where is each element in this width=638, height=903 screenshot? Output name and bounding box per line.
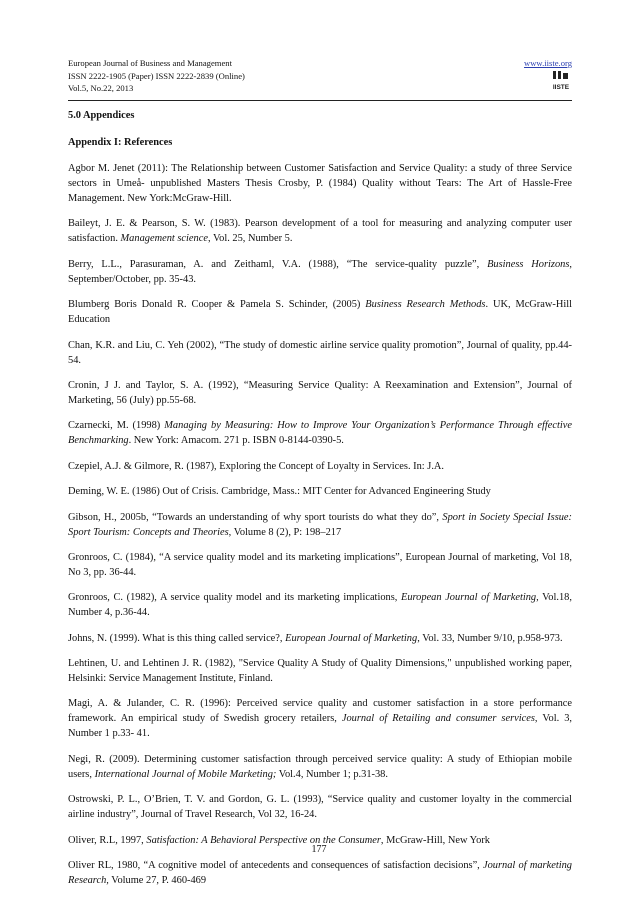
reference-italic-text: European Journal of Marketing (285, 632, 418, 644)
reference-text: Gibson, H., 2005b, “Towards an understanding of why sport tourists do what they do”, (68, 511, 443, 523)
reference-text: , McGraw-Hill, New York (380, 834, 490, 846)
journal-url-link[interactable]: www.iiste.org (524, 58, 572, 68)
reference-italic-text: Management science (120, 233, 208, 245)
reference-text: Vol.18, Number 4, p.36-44. (68, 592, 572, 619)
reference-italic-text: Business Research Methods (365, 299, 486, 311)
reference-text: Czarnecki, M. (1998) (68, 420, 165, 432)
reference-entry (68, 510, 572, 540)
reference-text: , Vol. 25, Number 5. (207, 233, 293, 245)
reference-text: , Vol. 3, Number 1 p.33- 41. (68, 713, 572, 740)
reference-text: Berry, L.L., Parasuraman, A. and Zeithaml, V.A. (1988), “The service-quality puzzle”, (68, 258, 488, 270)
reference-entry (68, 297, 572, 327)
reference-text: Deming, W. E. (1986) Out of Crisis. Cambridge, Mass.: MIT Center for Advanced Engineering Study (68, 486, 491, 498)
reference-text: Czepiel, A.J. & Gilmore, R. (1987), Exploring the Concept of Loyalty in Services. In: J.A. (68, 460, 445, 472)
reference-italic-text: Managing by Measuring: How to Improve Your Organization’s Performance Through effective Benchmarking (68, 420, 573, 447)
reference-text: Gronroos, C. (1984), “A service quality model and its marketing implications”, European Journal of marketing, Vol 18, No 3, pp. 36-44. (68, 551, 572, 578)
reference-entry (68, 590, 572, 620)
reference-text: Cronin, J J. and Taylor, S. A. (1992), “Measuring Service Quality: A Reexamination and Extension”, Journal of Marketing, 56 (July) pp.55-68. (68, 379, 572, 406)
journal-volume: Vol.5, No.22, 2013 (68, 83, 134, 94)
reference-entry (68, 631, 572, 646)
logo-text: IISTE (552, 84, 570, 91)
reference-italic-text: International Journal of Mobile Marketing; (94, 768, 277, 780)
journal-issn: ISSN 2222-1905 (Paper) ISSN 2222-2839 (Online) (68, 70, 245, 81)
reference-text: Oliver, R.L, 1997, (68, 834, 147, 846)
subsection-title: Appendix I: References (68, 137, 173, 148)
reference-text: Blumberg Boris Donald R. Cooper & Pamela S. Schinder, (2005) (68, 299, 366, 311)
page-number: 177 (311, 844, 327, 855)
reference-italic-text: Satisfaction: A Behavioral Perspective on the Consumer (146, 834, 381, 846)
reference-italic-text: Sport in Society Special Issue: Sport Tourism: Concepts and Theories, (68, 511, 572, 538)
reference-entry (68, 378, 572, 408)
reference-text: Magi, A. & Julander, C. R. (1996): Perceived service quality and customer satisfaction in a store performance framework. An empirical study of Swedish grocery retailers, (68, 698, 572, 725)
reference-text: Johns, N. (1999). What is this thing called service?, (68, 632, 286, 644)
reference-text: Vol.4, Number 1; p.31-38. (276, 768, 388, 780)
reference-italic-text: Business Horizons (487, 258, 570, 270)
reference-entry (68, 338, 572, 368)
page-body (68, 108, 572, 898)
reference-text: Lehtinen, U. and Lehtinen J. R. (1982), "Service Quality A Study of Quality Dimensions," unpublished working paper, Helsinki: Service Management Institute, Finland. (68, 658, 572, 685)
reference-entry (68, 858, 572, 888)
reference-text: Gronroos, C. (1982), A service quality model and its marketing implications, (68, 592, 401, 604)
reference-text: Volume 27, P. 460-469 (108, 875, 207, 887)
reference-text: , Vol. 33, Number 9/10, p.958-973. (417, 632, 563, 644)
reference-italic-text: Journal of marketing Research, (68, 860, 572, 887)
reference-text: . UK, McGraw-Hill Education (68, 299, 573, 326)
reference-text: Baileyt, J. E. & Pearson, S. W. (1983). Pearson development of a tool for measuring and analyzing computer user satisfaction. (68, 218, 572, 245)
reference-text: Oliver RL, 1980, “A cognitive model of antecedents and consequences of satisfaction decisions”, (68, 860, 483, 872)
reference-entry (68, 656, 572, 686)
reference-entry (68, 792, 572, 822)
reference-italic-text: European Journal of Marketing, (400, 592, 539, 604)
reference-entry (68, 696, 572, 741)
iiste-logo-icon (552, 70, 570, 92)
page-header (68, 57, 572, 101)
reference-entry (68, 418, 572, 448)
section-title: 5.0 Appendices (68, 110, 135, 121)
reference-text: Volume 8 (2), P: 198–217 (231, 526, 342, 538)
reference-text: . New York: Amacom. 271 p. ISBN 0-8144-0390-5. (128, 435, 344, 447)
reference-entry (68, 484, 572, 499)
reference-text: , September/October, pp. 35-43. (68, 258, 572, 285)
reference-entry (68, 550, 572, 580)
reference-text: Agbor M. Jenet (2011): The Relationship between Customer Satisfaction and Service Quality: a study of three Service sectors in Umeå- unpublished Masters Thesis Crosby, P. (1984) Quality without Tears: The Art of Hassle-Free Management. New York:McGraw-Hill. (68, 163, 572, 204)
journal-name: European Journal of Business and Management (68, 58, 232, 68)
reference-entry (68, 161, 572, 206)
reference-entry (68, 459, 572, 474)
reference-text: Negi, R. (2009). Determining customer satisfaction through perceived service quality: A study of Ethiopian mobile users, (68, 753, 572, 780)
reference-entry (68, 216, 572, 246)
reference-text: Chan, K.R. and Liu, C. Yeh (2002), “The study of domestic airline service quality promotion”, Journal of quality, pp.44-54. (68, 339, 572, 366)
reference-list (68, 161, 572, 888)
reference-text: Ostrowski, P. L., O’Brien, T. V. and Gordon, G. L. (1993), “Service quality and customer loyalty in the commercial airline industry”, Journal of Travel Research, Vol 32, 16-24. (68, 794, 572, 821)
header-divider (68, 100, 572, 101)
reference-entry (68, 257, 572, 287)
reference-italic-text: Journal of Retailing and consumer services (341, 713, 535, 725)
reference-entry (68, 752, 572, 782)
